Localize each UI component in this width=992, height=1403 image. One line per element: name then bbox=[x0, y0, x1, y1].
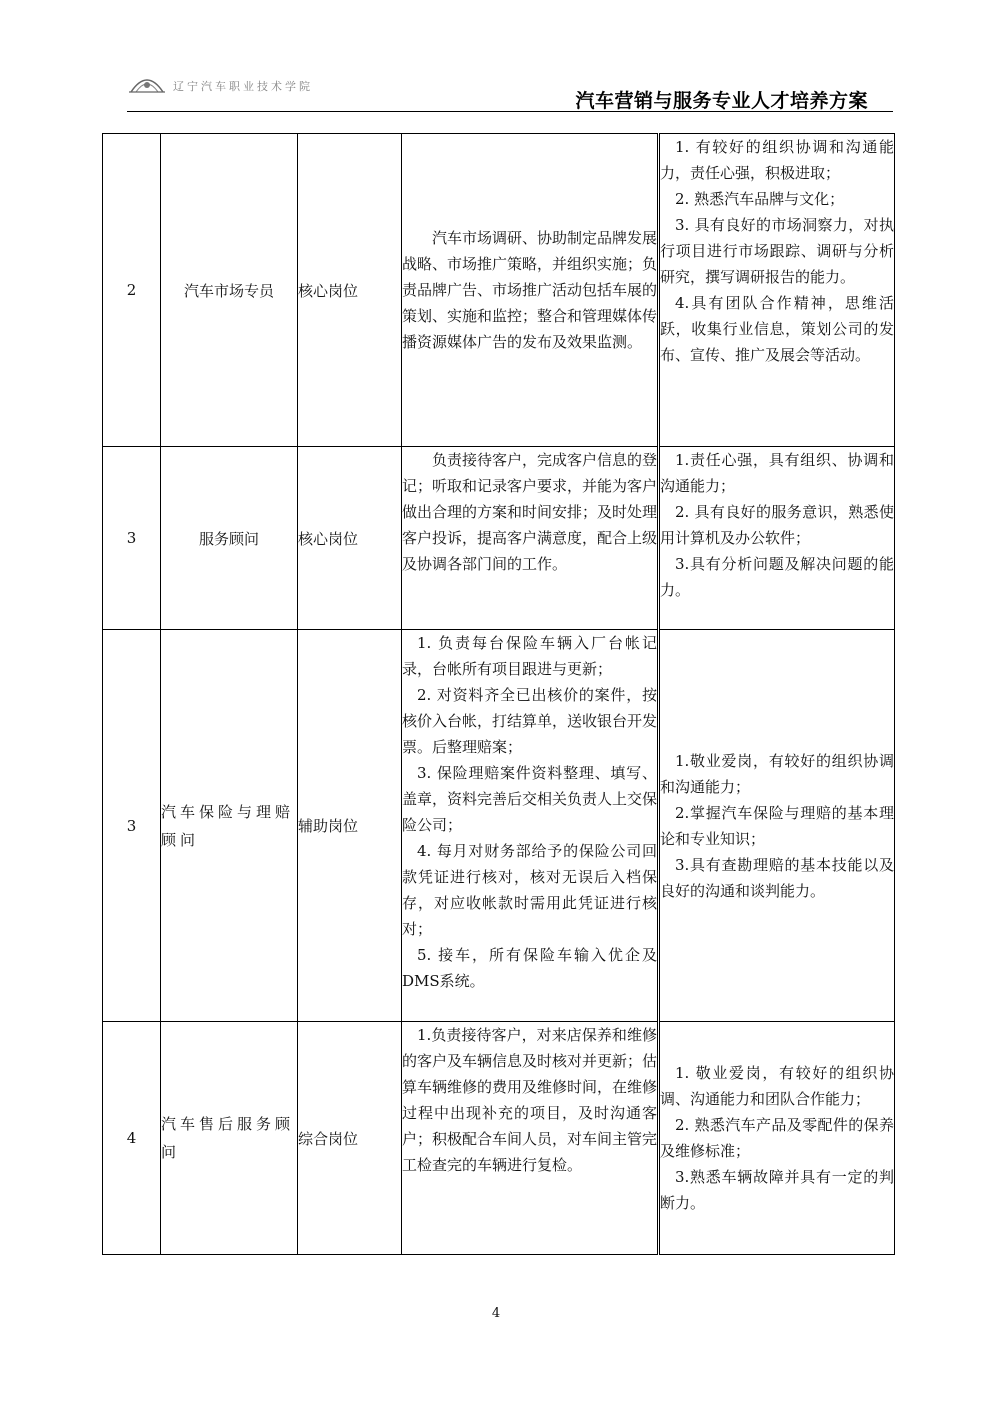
table-row bbox=[103, 134, 895, 447]
requirement-item: 4.具有团队合作精神，思维活跃，收集行业信息，策划公司的发布、宣传、推广及展会等活动。 bbox=[660, 294, 894, 364]
duty-item: 5. 接车，所有保险车输入优企及DMS系统。 bbox=[402, 946, 657, 990]
requirement-item: 3.具有分析问题及解决问题的能力。 bbox=[660, 555, 894, 599]
school-name-logo: 辽宁汽车职业技术学院 bbox=[173, 80, 313, 93]
job-type: 核心岗位 bbox=[298, 447, 402, 630]
row-number: 4 bbox=[103, 1022, 161, 1255]
requirement-item: 3. 具有良好的市场洞察力，对执行项目进行市场跟踪、调研与分析研究，撰写调研报告的能力。 bbox=[660, 216, 894, 286]
requirement-item: 2.掌握汽车保险与理赔的基本理论和专业知识； bbox=[660, 803, 894, 848]
requirement-item: 3.熟悉车辆故障并具有一定的判断力。 bbox=[660, 1168, 894, 1212]
duty-text: 1.负责接待客户，对来店保养和维修的客户及车辆信息及时核对并更新；估算车辆维修的费用及维修时间，在维修过程中出现补充的项目，及时沟通客户；积极配合车间人员，对车间主管完工检查完的车辆进行复检。 bbox=[402, 1026, 658, 1174]
job-duties bbox=[402, 447, 659, 630]
duty-item: 4. 每月对财务部给予的保险公司回款凭证进行核对，核对无误后入档保存，对应收帐款时需用此凭证进行核对； bbox=[402, 842, 657, 938]
page-number: 4 bbox=[491, 1306, 501, 1321]
job-duties bbox=[402, 1022, 659, 1255]
table-row bbox=[103, 447, 895, 630]
requirement-item: 1. 有较好的组织协调和沟通能力，责任心强，积极进取； bbox=[660, 138, 894, 182]
job-duties bbox=[402, 630, 659, 1022]
job-type: 综合岗位 bbox=[298, 1022, 402, 1255]
job-requirements bbox=[659, 1022, 895, 1255]
job-title: 汽车市场专员 bbox=[161, 134, 298, 447]
row-number: 3 bbox=[103, 447, 161, 630]
requirement-item: 3.具有查勘理赔的基本技能以及良好的沟通和谈判能力。 bbox=[660, 855, 894, 900]
table-row bbox=[103, 630, 895, 1022]
row-number: 3 bbox=[103, 630, 161, 1022]
job-positions-table bbox=[102, 133, 895, 1255]
requirement-item: 1. 敬业爱岗，有较好的组织协调、沟通能力和团队合作能力； bbox=[660, 1064, 894, 1108]
school-logo-icon bbox=[127, 72, 167, 94]
job-requirements bbox=[659, 447, 895, 630]
requirement-item: 1.敬业爱岗，有较好的组织协调和沟通能力； bbox=[660, 751, 894, 796]
requirement-item: 2. 熟悉汽车品牌与文化； bbox=[675, 190, 845, 208]
duty-text: 汽车市场调研、协助制定品牌发展战略、市场推广策略，并组织实施；负责品牌广告、市场推广活动包括车展的策划、实施和监控；整合和管理媒体传播资源媒体广告的发布及效果监测。 bbox=[402, 229, 658, 351]
job-title: 汽车售后服务顾问 bbox=[161, 1022, 298, 1255]
requirement-item: 2. 熟悉汽车产品及零配件的保养及维修标准； bbox=[660, 1116, 894, 1160]
row-number: 2 bbox=[103, 134, 161, 447]
duty-item: 2. 对资料齐全已出核价的案件，按核价入台帐，打结算单，送收银台开发票。后整理赔案； bbox=[402, 686, 658, 756]
job-title: 汽车保险与理赔顾问 bbox=[161, 630, 298, 1022]
page-header bbox=[127, 70, 893, 112]
header-divider bbox=[127, 111, 893, 112]
job-type: 核心岗位 bbox=[298, 134, 402, 447]
job-title: 服务顾问 bbox=[161, 447, 298, 630]
requirement-item: 2. 具有良好的服务意识，熟悉使用计算机及办公软件； bbox=[660, 503, 894, 547]
table-row bbox=[103, 1022, 895, 1255]
job-duties bbox=[402, 134, 659, 447]
job-requirements bbox=[659, 630, 895, 1022]
job-type: 辅助岗位 bbox=[298, 630, 402, 1022]
requirement-item: 1.责任心强，具有组织、协调和沟通能力； bbox=[660, 451, 894, 495]
duty-item: 3. 保险理赔案件资料整理、填写、盖章，资料完善后交相关负责人上交保险公司； bbox=[402, 764, 658, 834]
job-requirements bbox=[659, 134, 895, 447]
duty-item: 1. 负责每台保险车辆入厂台帐记录，台帐所有项目跟进与更新； bbox=[402, 634, 657, 678]
duty-text: 负责接待客户，完成客户信息的登记；听取和记录客户要求，并能为客户做出合理的方案和时间安排；及时处理客户投诉，提高客户满意度，配合上级及协调各部门间的工作。 bbox=[402, 451, 658, 573]
document-title: 汽车营销与服务专业人才培养方案 bbox=[575, 90, 868, 112]
